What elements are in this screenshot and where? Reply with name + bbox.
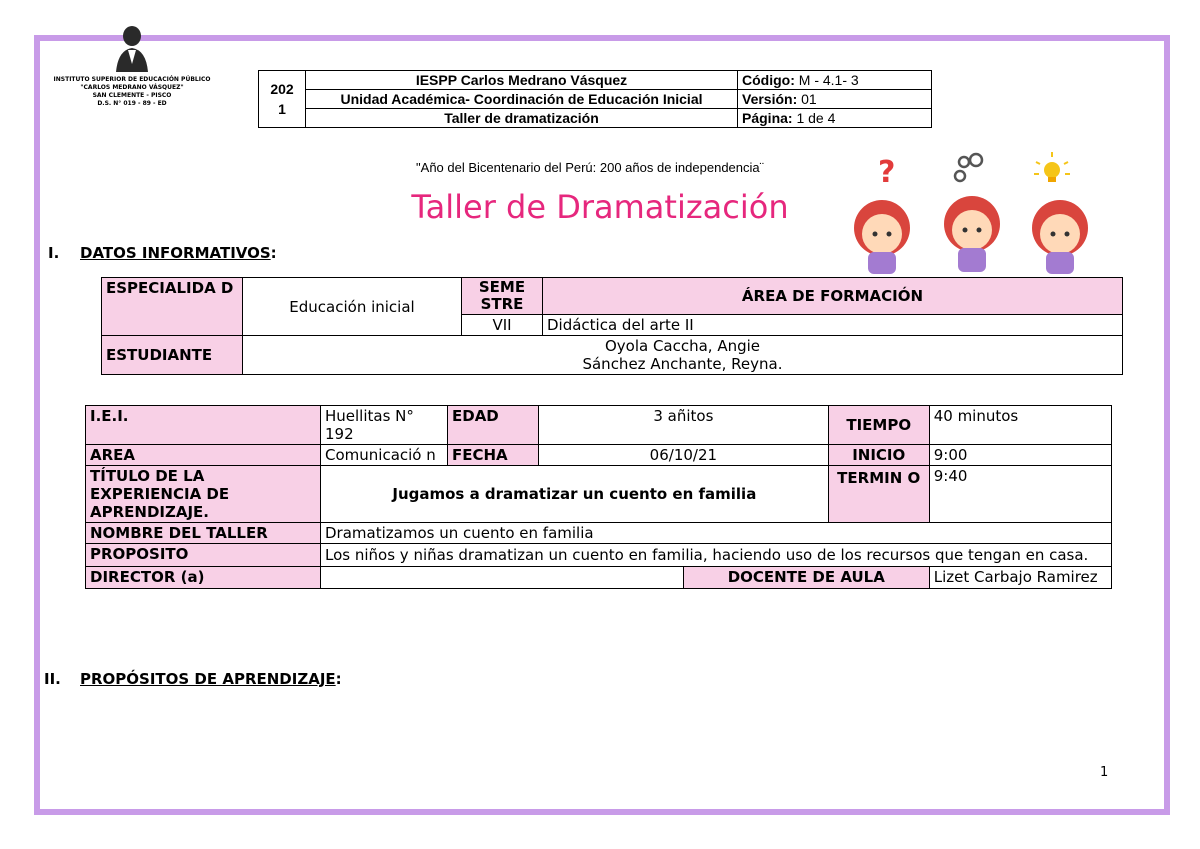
header-code: Código: M - 4.1- 3 — [738, 71, 932, 90]
taller-label: NOMBRE DEL TALLER — [86, 523, 321, 544]
header-unit: Unidad Académica- Coordinación de Educación Inicial — [306, 90, 738, 109]
taller-value: Dramatizamos un cuento en familia — [321, 523, 1112, 544]
especialidad-label: ESPECIALIDA D — [102, 278, 243, 336]
director-label: DIRECTOR (a) — [86, 567, 321, 589]
area-formacion-value: Didáctica del arte II — [543, 315, 1123, 336]
header-institution: IESPP Carlos Medrano Vásquez — [306, 71, 738, 90]
question-mark-icon — [878, 155, 895, 190]
general-info-table — [101, 277, 1123, 375]
header-doc-title: Taller de dramatización — [306, 109, 738, 128]
header-version: Versión: 01 — [738, 90, 932, 109]
lightbulb-icon — [1034, 152, 1070, 182]
inicio-label: INICIO — [828, 445, 929, 466]
area-formacion-label: ÁREA DE FORMACIÓN — [543, 278, 1123, 315]
area-value: Comunicació n — [321, 445, 448, 466]
session-details-table — [85, 405, 1112, 589]
fecha-label: FECHA — [448, 445, 539, 466]
document-header-table — [258, 70, 932, 128]
year-motto: "Año del Bicentenario del Perú: 200 años de independencia¨ — [416, 160, 764, 175]
section-heading-datos: I. DATOS INFORMATIVOS: — [48, 244, 277, 262]
logo-line: "CARLOS MEDRANO VÁSQUEZ" — [80, 84, 184, 91]
estudiante-name: Sánchez Anchante, Reyna. — [582, 355, 783, 373]
docente-value: Lizet Carbajo Ramirez — [929, 567, 1111, 589]
director-value — [321, 567, 684, 589]
page-number: 1 — [1100, 765, 1109, 780]
header-year: 202 1 — [259, 71, 306, 128]
tiempo-value: 40 minutos — [929, 406, 1111, 445]
proposito-label: PROPOSITO — [86, 544, 321, 567]
semestre-label: SEME STRE — [462, 278, 543, 315]
girl-right — [1032, 200, 1088, 274]
proposito-value: Los niños y niñas dramatizan un cuento en familia, haciendo uso de los recursos que tengan en casa. — [321, 544, 1112, 567]
edad-label: EDAD — [448, 406, 539, 445]
area-label: AREA — [86, 445, 321, 466]
estudiante-name: Oyola Caccha, Angie — [604, 337, 761, 355]
logo-line: D.S. N° 019 - 89 - ED — [97, 100, 167, 107]
page-title: Taller de Dramatización — [411, 188, 789, 226]
inicio-value: 9:00 — [929, 445, 1111, 466]
titulo-label: TÍTULO DE LA EXPERIENCIA DE APRENDIZAJE. — [86, 466, 321, 523]
header-page: Página: 1 de 4 — [738, 109, 932, 128]
iei-value: Huellitas N° 192 — [321, 406, 448, 445]
iei-label: I.E.I. — [86, 406, 321, 445]
fecha-value: 06/10/21 — [539, 445, 829, 466]
titulo-value: Jugamos a dramatizar un cuento en familia — [321, 466, 829, 523]
estudiante-label: ESTUDIANTE — [102, 336, 243, 375]
especialidad-value: Educación inicial — [243, 278, 462, 336]
thinking-girls-illustration — [838, 148, 1108, 278]
tiempo-label: TIEMPO — [828, 406, 929, 445]
svg-text:?: ? — [878, 155, 896, 190]
girl-middle — [944, 196, 1000, 272]
logo-line: SAN CLEMENTE - PISCO — [92, 92, 172, 99]
gears-icon — [955, 154, 982, 181]
edad-value: 3 añitos — [539, 406, 829, 445]
logo-line: INSTITUTO SUPERIOR DE EDUCACIÓN PÚBLICO — [53, 76, 211, 83]
semestre-value: VII — [462, 315, 543, 336]
docente-label: DOCENTE DE AULA — [683, 567, 929, 589]
termino-value: 9:40 — [929, 466, 1111, 523]
institution-logo — [52, 24, 212, 108]
estudiante-value — [243, 336, 1123, 375]
girl-left — [854, 200, 910, 274]
bust-icon — [112, 24, 152, 72]
section-heading-propositos: II. PROPÓSITOS DE APRENDIZAJE: — [44, 670, 342, 688]
termino-label: TERMIN O — [828, 466, 929, 523]
